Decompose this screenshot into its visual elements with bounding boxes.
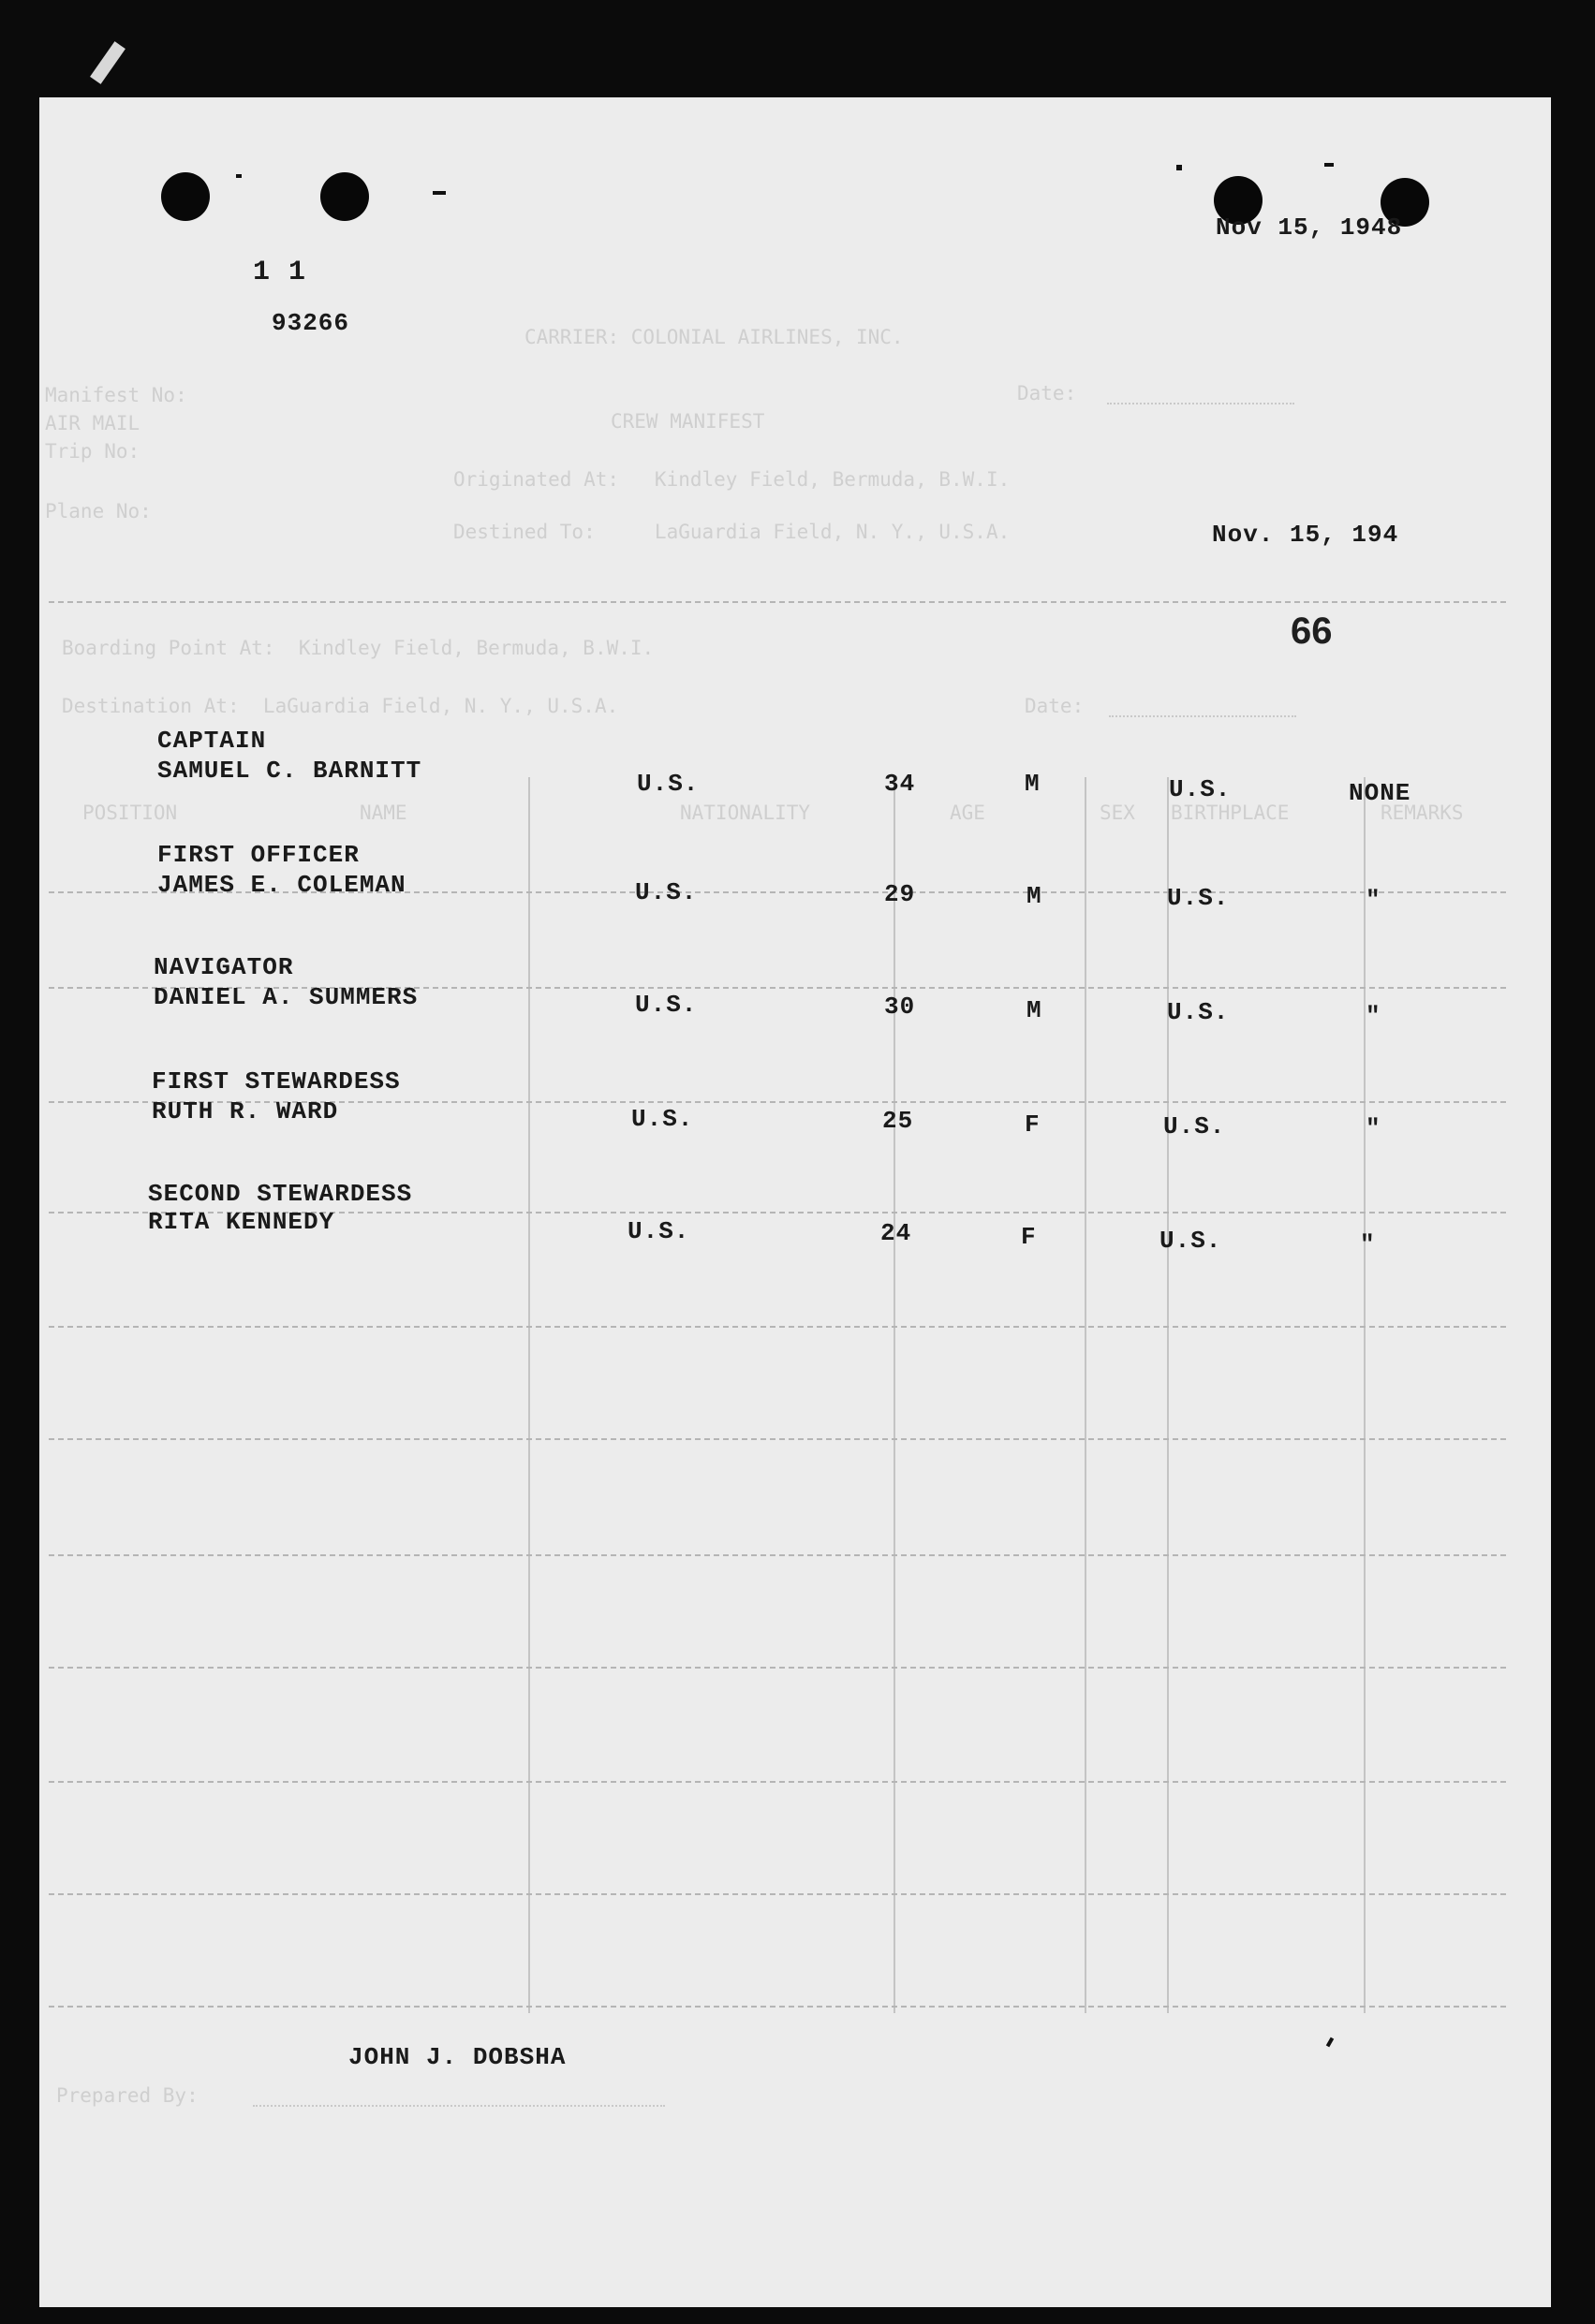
row-rule (49, 1438, 1506, 1440)
row-rule (49, 1781, 1506, 1783)
crew-position: NAVIGATOR (154, 953, 294, 981)
column-rule (893, 777, 895, 2013)
form-rule (49, 601, 1506, 603)
file-number: 93266 (272, 309, 350, 337)
carrier-line: CARRIER: COLONIAL AIRLINES, INC. (524, 326, 904, 348)
column-rule (1364, 777, 1366, 2013)
prepared-by-blank (253, 2105, 665, 2107)
row-rule (49, 1667, 1506, 1669)
crew-nationality: U.S. (635, 991, 698, 1019)
crew-nationality: U.S. (631, 1105, 694, 1133)
row-rule (49, 1554, 1506, 1556)
punch-hole (320, 172, 369, 221)
boarding-point: Boarding Point At: Kindley Field, Bermuda, B.W.I. (62, 637, 655, 659)
manifest-no-label: Manifest No: (45, 384, 187, 406)
crew-remarks: " (1366, 886, 1381, 914)
punch-hole (161, 172, 210, 221)
crew-remarks: " (1366, 1002, 1381, 1030)
destination-line: Destination At: LaGuardia Field, N. Y., U.S.A. (62, 695, 619, 717)
crew-name: RITA KENNEDY (148, 1208, 335, 1236)
air-mail-label: AIR MAIL (45, 412, 140, 434)
trip-no-label: Trip No: (45, 440, 140, 463)
row-rule (49, 1326, 1506, 1328)
folio-number: 1 1 (253, 257, 307, 288)
crew-birthplace: U.S. (1159, 1227, 1222, 1255)
crew-nationality: U.S. (635, 878, 698, 906)
crew-name: JAMES E. COLEMAN (157, 871, 406, 899)
destined-to: Destined To: LaGuardia Field, N. Y., U.S.A. (453, 521, 1011, 543)
crew-manifest-label: CREW MANIFEST (611, 410, 765, 433)
crew-age: 34 (884, 770, 916, 798)
col-header-nationality: NATIONALITY (680, 802, 811, 824)
crew-age: 30 (884, 993, 916, 1021)
prepared-by-label: Prepared By: (56, 2084, 199, 2107)
column-rule (528, 777, 530, 2013)
crew-birthplace: U.S. (1163, 1112, 1226, 1140)
crew-birthplace: U.S. (1167, 998, 1230, 1026)
crew-age: 24 (880, 1219, 912, 1247)
crew-position: FIRST OFFICER (157, 841, 360, 869)
preparer-name: JOHN J. DOBSHA (348, 2043, 567, 2071)
crew-name: RUTH R. WARD (152, 1097, 339, 1125)
column-rule (1167, 777, 1169, 2013)
row-rule (49, 1893, 1506, 1895)
col-header-remarks: REMARKS (1381, 802, 1464, 824)
crew-sex: F (1025, 1111, 1041, 1139)
originated-at: Originated At: Kindley Field, Bermuda, B.W.I. (453, 468, 1011, 491)
crew-name: DANIEL A. SUMMERS (154, 983, 419, 1011)
crew-sex: M (1025, 770, 1041, 798)
date-blank (1107, 403, 1294, 404)
crew-nationality: U.S. (637, 770, 700, 798)
date-stamp: Nov 15, 1948 (1216, 213, 1403, 242)
ink-speck (433, 191, 446, 195)
plane-no-label: Plane No: (45, 500, 152, 522)
crew-remarks: NONE (1349, 779, 1411, 807)
crew-position: CAPTAIN (157, 727, 267, 755)
crew-sex: F (1021, 1223, 1037, 1251)
row-rule (49, 2006, 1506, 2008)
crew-remarks: " (1366, 1114, 1381, 1142)
ink-speck (1326, 2037, 1334, 2048)
crew-birthplace: U.S. (1167, 884, 1230, 912)
crew-sex: M (1026, 882, 1042, 910)
date-label-2: Date: (1025, 695, 1085, 717)
crew-name: SAMUEL C. BARNITT (157, 757, 422, 785)
col-header-sex: SEX (1100, 802, 1135, 824)
crew-remarks: " (1360, 1230, 1376, 1258)
crew-age: 29 (884, 880, 916, 908)
manifest-sheet (39, 97, 1551, 2307)
ink-speck (236, 174, 242, 178)
col-header-age: AGE (950, 802, 985, 824)
crew-nationality: U.S. (628, 1217, 690, 1245)
col-header-position: POSITION (82, 802, 178, 824)
col-header-birthplace: BIRTHPLACE (1171, 802, 1290, 824)
ink-speck (1176, 165, 1182, 170)
column-rule (1085, 777, 1086, 2013)
page-number: 66 (1291, 610, 1333, 652)
ink-speck (1324, 163, 1334, 167)
col-header-name: NAME (360, 802, 407, 824)
crew-birthplace: U.S. (1169, 775, 1232, 803)
crew-age: 25 (882, 1107, 914, 1135)
date-blank-2 (1109, 715, 1296, 717)
crew-sex: M (1026, 996, 1042, 1024)
crew-position: SECOND STEWARDESS (148, 1180, 413, 1208)
staple-mark (90, 41, 126, 84)
typed-date: Nov. 15, 194 (1212, 521, 1399, 549)
crew-position: FIRST STEWARDESS (152, 1067, 401, 1096)
date-label: Date: (1017, 382, 1077, 404)
